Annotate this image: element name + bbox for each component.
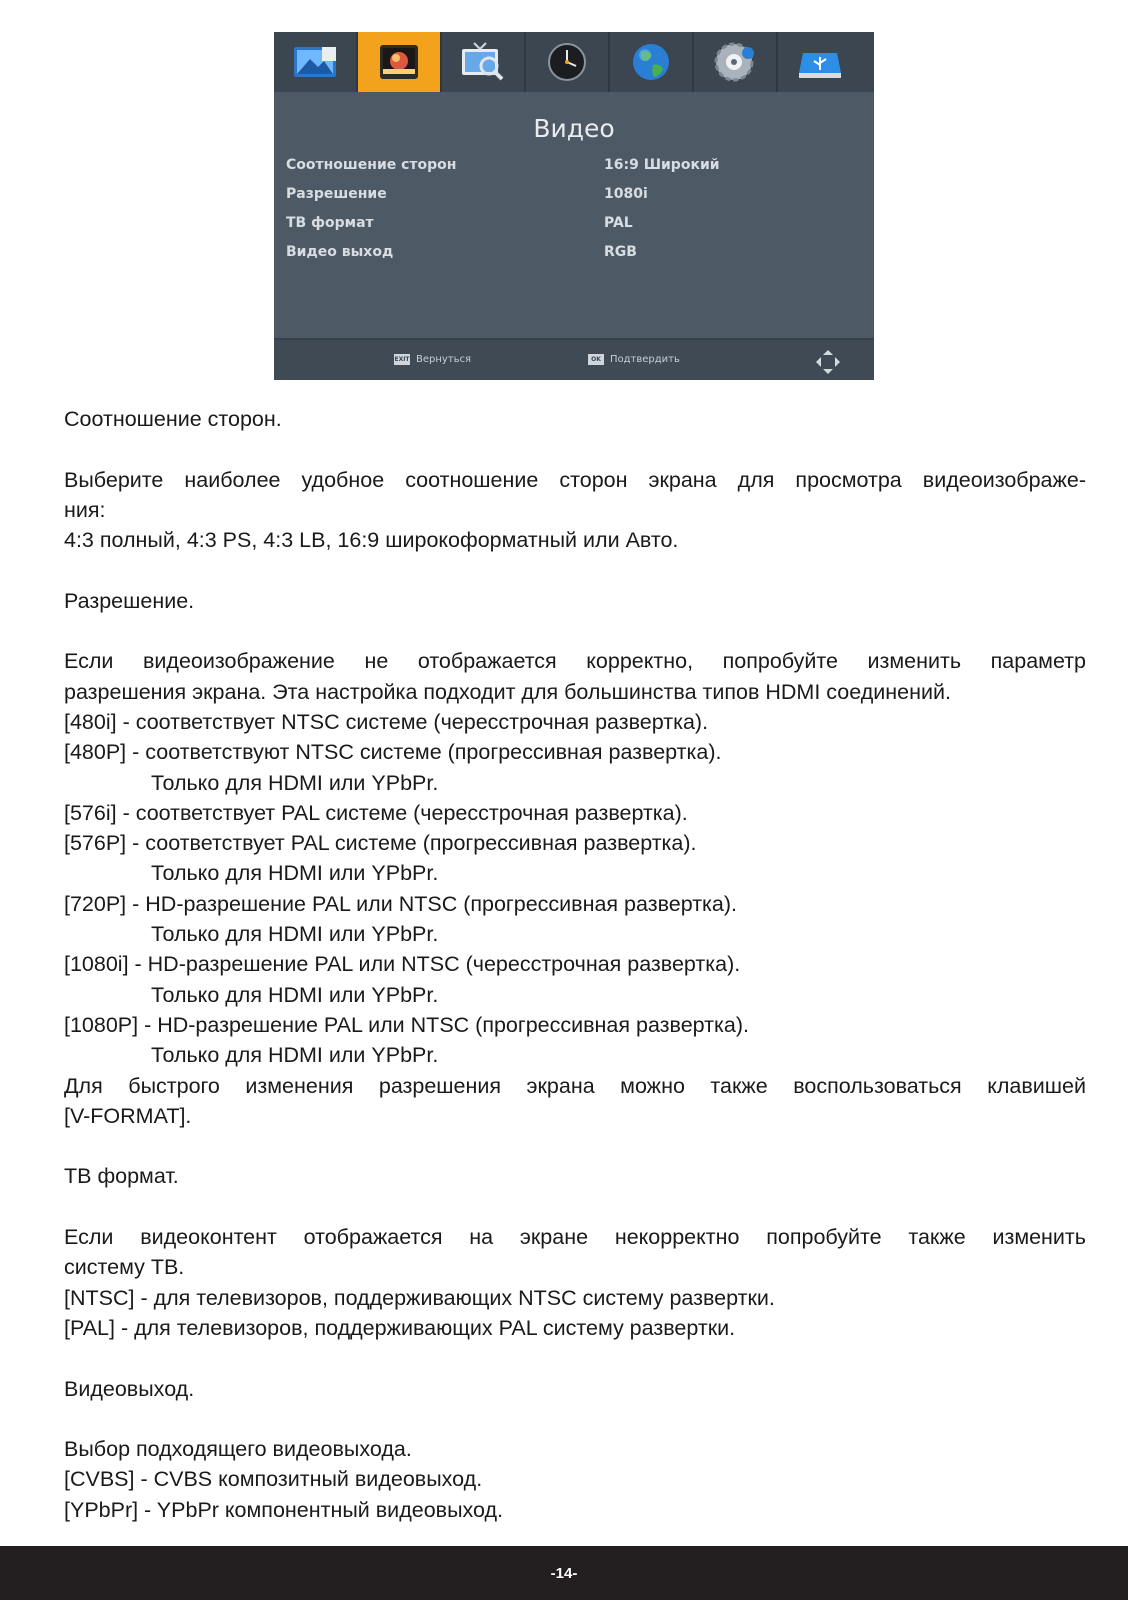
tv-format-pal: [PAL] - для телевизоров, поддерживающих PAL систему развертки. <box>64 1315 736 1340</box>
tab-usb[interactable] <box>778 32 862 92</box>
setting-value: 1080i <box>604 185 648 202</box>
setting-value: 16:9 Широкий <box>604 156 720 173</box>
menu-footer <box>274 338 874 380</box>
tab-language[interactable] <box>610 32 694 92</box>
setting-row-resolution[interactable] <box>286 179 856 208</box>
clock-icon <box>540 39 594 85</box>
menu-title: Видео <box>533 114 615 143</box>
back-label: Вернуться <box>416 354 472 365</box>
resolution-heading: Разрешение. <box>64 588 195 613</box>
resolution-quick-key-cont: [V-FORMAT]. <box>64 1103 192 1128</box>
tab-settings[interactable] <box>694 32 778 92</box>
resolution-paragraph: Если видеоизображение не отображается корректно, попробуйте изменить параметр <box>64 649 1086 674</box>
picture-icon <box>288 39 342 85</box>
resolution-paragraph-cont: разрешения экрана. Эта настройка подходит для большинства типов HDMI соединений. <box>64 679 951 704</box>
setting-row-aspect[interactable] <box>286 150 856 179</box>
tv-format-ntsc: [NTSC] - для телевизоров, поддерживающих NTSC систему развертки. <box>64 1285 775 1310</box>
resolution-note: Только для HDMI или YPbPr. <box>151 861 439 886</box>
aspect-paragraph-cont: ния: <box>64 497 106 522</box>
setting-row-video-output[interactable] <box>286 237 856 266</box>
tab-channel-search[interactable] <box>442 32 526 92</box>
video-output-heading: Видеовыход. <box>64 1376 195 1401</box>
page-footer <box>0 1546 1128 1600</box>
back-hint[interactable] <box>394 354 471 365</box>
ok-key-icon: OK <box>588 354 604 365</box>
resolution-576i: [576i] - соответствует PAL системе (чересстрочная развертка). <box>64 800 688 825</box>
menu-icon-bar <box>274 32 874 92</box>
confirm-label: Подтвердить <box>610 354 680 365</box>
settings-disc-icon <box>708 39 762 85</box>
tab-picture[interactable] <box>274 32 358 92</box>
resolution-576p: [576P] - соответствует PAL системе (прогрессивная развертка). <box>64 831 697 856</box>
navigation-arrows-icon <box>814 348 842 376</box>
setting-label: Разрешение <box>286 185 387 202</box>
setting-label: Соотношение сторон <box>286 156 457 173</box>
resolution-720p: [720P] - HD-разрешение PAL или NTSC (прогрессивная развертка). <box>64 891 738 916</box>
tab-video[interactable] <box>358 32 442 92</box>
resolution-note: Только для HDMI или YPbPr. <box>151 982 439 1007</box>
aspect-paragraph: Выберите наиболее удобное соотношение сторон экрана для просмотра видеоизображе- <box>64 467 1086 492</box>
resolution-1080i: [1080i] - HD-разрешение PAL или NTSC (чересстрочная развертка). <box>64 952 741 977</box>
setting-label: Видео выход <box>286 243 394 260</box>
resolution-note: Только для HDMI или YPbPr. <box>151 922 439 947</box>
video-output-paragraph: Выбор подходящего видеовыхода. <box>64 1437 412 1462</box>
resolution-480i: [480i] - соответствует NTSC системе (чересстрочная развертка). <box>64 709 709 734</box>
tv-format-heading: ТВ формат. <box>64 1164 179 1189</box>
confirm-hint[interactable] <box>588 354 680 365</box>
setting-value: RGB <box>604 243 637 260</box>
aspect-heading: Соотношение сторон. <box>64 407 282 431</box>
setting-label: ТВ формат <box>286 214 374 231</box>
usb-icon <box>793 39 847 85</box>
tv-menu-screenshot <box>274 32 874 380</box>
video-icon <box>372 39 426 85</box>
setting-value: PAL <box>604 214 633 231</box>
aspect-options: 4:3 полный, 4:3 PS, 4:3 LB, 16:9 широкоформатный или Авто. <box>64 528 679 553</box>
resolution-480p: [480P] - соответствуют NTSC системе (прогрессивная развертка). <box>64 740 722 765</box>
resolution-quick-key: Для быстрого изменения разрешения экрана можно также воспользоваться клавишей <box>64 1073 1086 1098</box>
manual-text <box>64 404 1086 1525</box>
settings-list <box>286 150 856 266</box>
video-output-ypbpr: [YPbPr] - YPbPr компонентный видеовыход. <box>64 1497 504 1522</box>
tv-format-paragraph: Если видеоконтент отображается на экране некорректно попробуйте также изменить <box>64 1225 1086 1250</box>
tab-time[interactable] <box>526 32 610 92</box>
resolution-note: Только для HDMI или YPbPr. <box>151 770 439 795</box>
channel-search-icon <box>456 39 510 85</box>
exit-key-icon: EXIT <box>394 356 410 363</box>
setting-row-tv-format[interactable] <box>286 208 856 237</box>
globe-icon <box>624 39 678 85</box>
page-number: -14- <box>550 1564 578 1582</box>
tv-format-paragraph-cont: систему ТВ. <box>64 1255 185 1280</box>
resolution-note: Только для HDMI или YPbPr. <box>151 1043 439 1068</box>
resolution-1080p: [1080P] - HD-разрешение PAL или NTSC (прогрессивная развертка). <box>64 1012 749 1037</box>
video-output-cvbs: [CVBS] - CVBS композитный видеовыход. <box>64 1467 483 1492</box>
